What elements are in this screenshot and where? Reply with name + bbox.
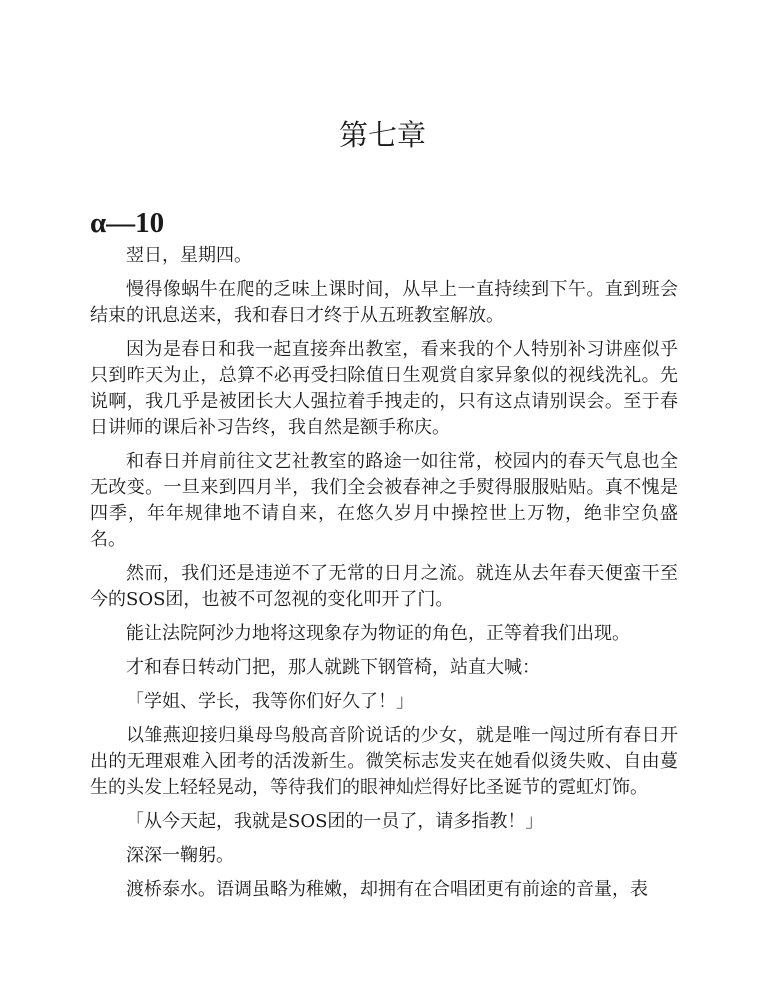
paragraph: 以雏燕迎接归巢母鸟般高音阶说话的少女，就是唯一闯过所有春日开出的无理艰难入团考的活泼新生。微笑标志发夹在她看似烫失败、自由蔓生的头发上轻轻晃动，等待我们的眼神灿烂得好比圣诞节的霓虹灯饰。 <box>90 725 678 798</box>
paragraph: 深深一鞠躬。 <box>126 845 234 866</box>
paragraph: 能让法院阿沙力地将这现象存为物证的角色，正等着我们出现。 <box>126 623 630 644</box>
paragraph: 「学姐、学长，我等你们好久了！」 <box>126 691 414 712</box>
paragraph: 才和春日转动门把，那人就跳下钢管椅，站直大喊： <box>126 657 540 678</box>
paragraph: 和春日并肩前往文艺社教室的路途一如往常，校园内的春天气息也全无改变。一旦来到四月半，我们全会被春神之手熨得服服贴贴。真不愧是四季，年年规律地不请自来，在悠久岁月中操控世上万物，绝非空负盛名。 <box>90 451 678 550</box>
paragraph: 渡桥泰水。语调虽略为稚嫩，却拥有在合唱团更有前途的音量，表 <box>126 879 648 900</box>
paragraph: 慢得像蜗牛在爬的乏味上课时间，从早上一直持续到下午。直到班会结束的讯息送来，我和春日才终于从五班教室解放。 <box>90 279 678 326</box>
body-text <box>90 243 678 911</box>
chapter-title: 第七章 <box>338 118 426 152</box>
section-heading: α—10 <box>90 207 165 239</box>
paragraph: 「从今天起，我就是SOS团的一员了，请多指教！」 <box>126 811 544 832</box>
paragraph: 因为是春日和我一起直接奔出教室，看来我的个人特别补习讲座似乎只到昨天为止，总算不必再受扫除值日生观赏自家异象似的视线洗礼。先说啊，我几乎是被团长大人强拉着手拽走的，只有这点请别误会。至于春日讲师的课后补习告终，我自然是额手称庆。 <box>90 339 678 438</box>
paragraph: 翌日，星期四。 <box>126 245 252 266</box>
paragraph: 然而，我们还是违逆不了无常的日月之流。就连从去年春天便蛮干至今的SOS团，也被不可忽视的变化叩开了门。 <box>90 563 678 610</box>
